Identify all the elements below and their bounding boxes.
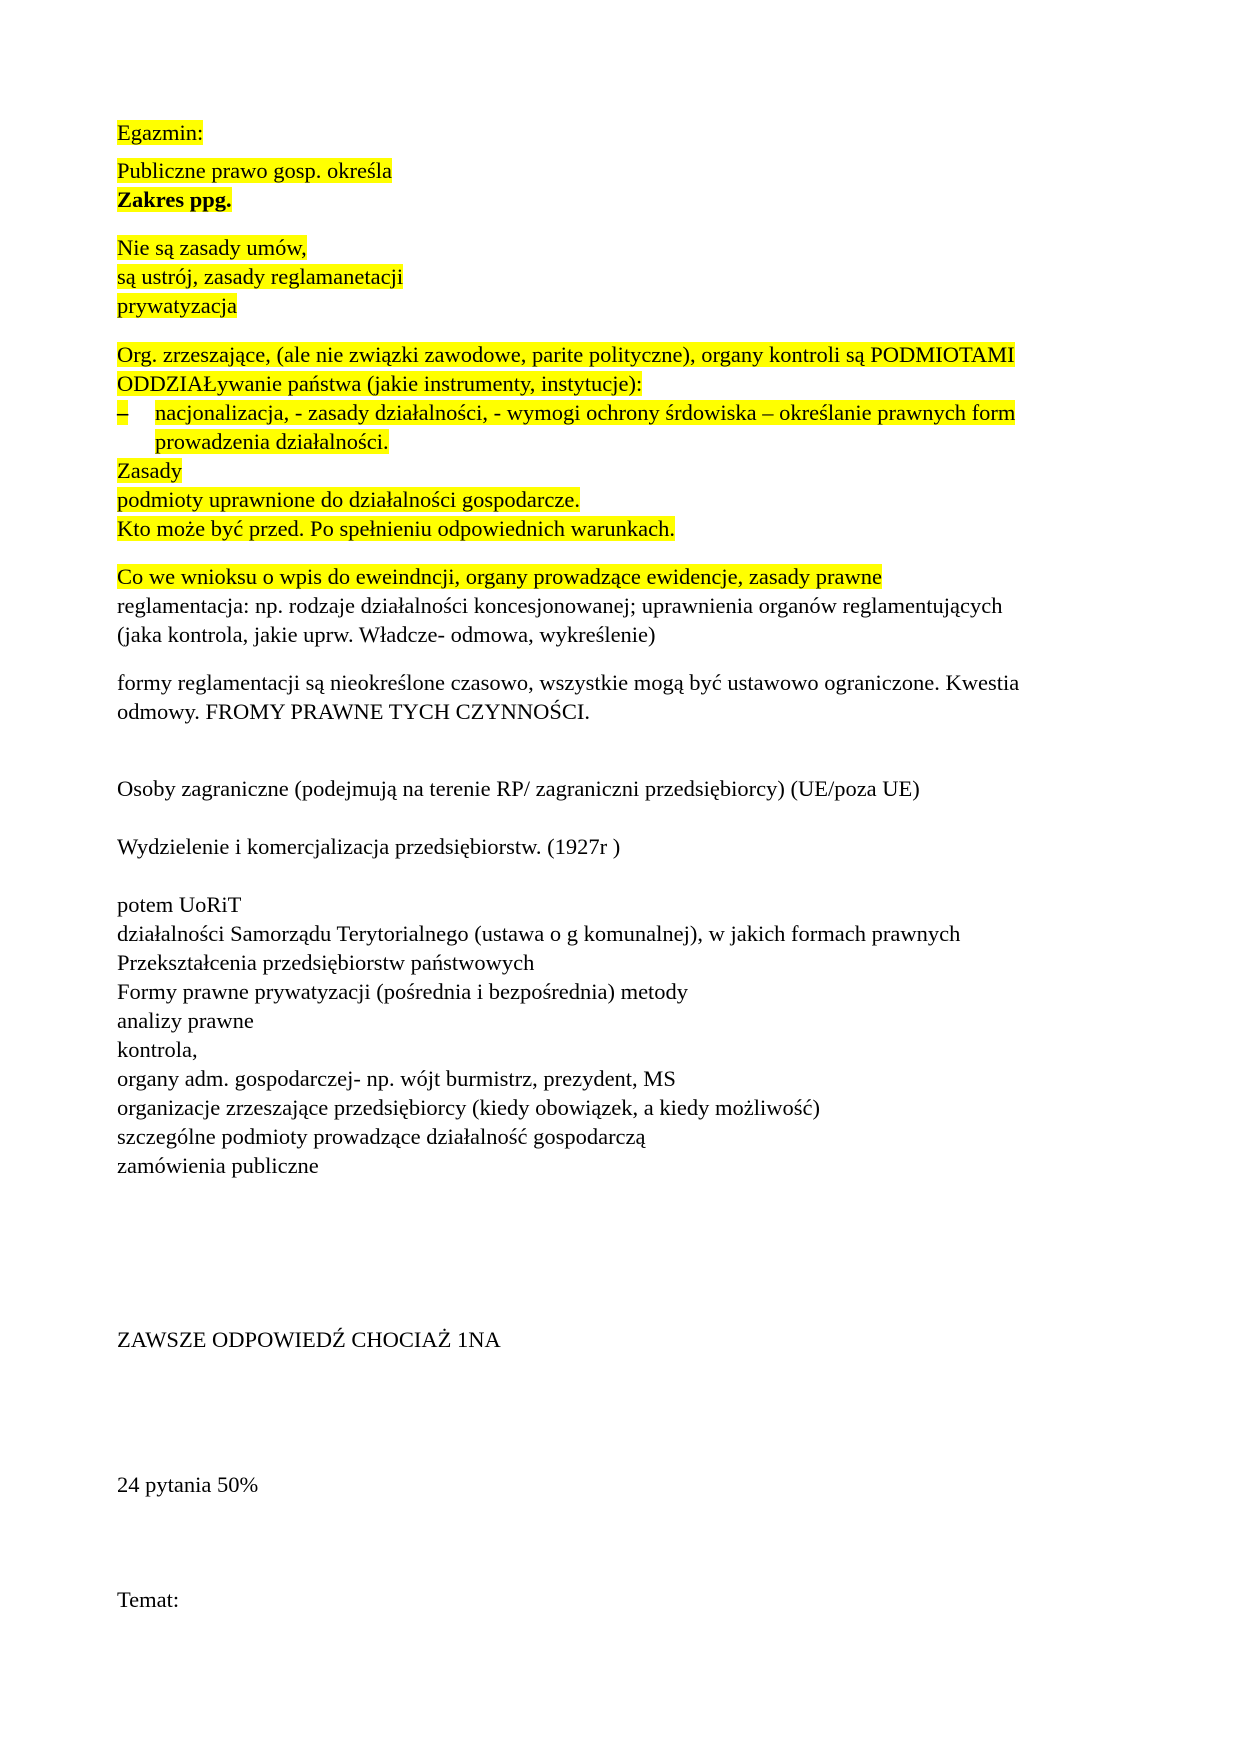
text-span: podmioty uprawnione do działalności gospodarcze. xyxy=(117,487,580,512)
text-span: Publiczne prawo gosp. określa xyxy=(117,158,392,183)
text-line: kontrola, xyxy=(117,1037,198,1062)
text-line xyxy=(117,340,1015,369)
text-line: odmowy. FROMY PRAWNE TYCH CZYNNOŚCI. xyxy=(117,699,591,724)
text-line: reglamentacja: np. rodzaje działalności koncesjonowanej; uprawnienia organów reglamentujących xyxy=(117,593,1003,618)
text-line xyxy=(117,514,675,543)
text-line: Formy prawne prywatyzacji (pośrednia i bezpośrednia) metody xyxy=(117,979,689,1004)
text-line xyxy=(117,456,182,485)
bullet-dash: – xyxy=(117,400,129,425)
text-line xyxy=(117,291,237,320)
list-item xyxy=(155,398,1015,427)
text-line xyxy=(117,233,307,262)
text-line: formy reglamentacji są nieokreślone czasowo, wszystkie mogą być ustawowo ograniczone. Kwestia xyxy=(117,670,1020,695)
text-span: Kto może być przed. Po spełnieniu odpowiednich warunkach. xyxy=(117,516,675,541)
text-span: są ustrój, zasady reglamanetacji xyxy=(117,264,404,289)
text-line: Egazmin: xyxy=(117,120,204,145)
text-span: Zasady xyxy=(117,458,182,483)
text-line xyxy=(117,156,392,185)
text-line: organizacje zrzeszające przedsiębiorcy (kiedy obowiązek, a kiedy możliwość) xyxy=(117,1095,820,1120)
text-line: szczególne podmioty prowadzące działalność gospodarczą xyxy=(117,1124,646,1149)
text-line: potem UoRiT xyxy=(117,892,242,917)
text-line: Osoby zagraniczne (podejmują na terenie RP/ zagraniczni przedsiębiorcy) (UE/poza UE) xyxy=(117,776,920,801)
text-span: prowadzenia działalności. xyxy=(155,429,389,454)
text-line xyxy=(117,562,882,591)
text-line xyxy=(117,262,403,291)
text-line: Temat: xyxy=(117,1587,180,1612)
text-line: analizy prawne xyxy=(117,1008,254,1033)
text-span: Org. zrzeszające, (ale nie związki zawodowe, parite polityczne), organy kontroli są PODMIOTAMI xyxy=(117,342,1015,367)
text-line xyxy=(117,185,232,214)
heading-exam xyxy=(117,118,203,147)
text-span: prywatyzacja xyxy=(117,293,237,318)
text-line xyxy=(117,369,642,398)
text-line xyxy=(117,485,580,514)
text-line: Przekształcenia przedsiębiorstw państwowych xyxy=(117,950,535,975)
text-line: (jaka kontrola, jakie uprw. Władcze- odmowa, wykreślenie) xyxy=(117,622,656,647)
text-span: Co we wnioksu o wpis do eweindncji, organy prowadzące ewidencje, zasady prawne xyxy=(117,564,882,589)
text-line: organy adm. gospodarczej- np. wójt burmistrz, prezydent, MS xyxy=(117,1066,676,1091)
text-line: 24 pytania 50% xyxy=(117,1472,259,1497)
text-line: Wydzielenie i komercjalizacja przedsiębiorstw. (1927r ) xyxy=(117,834,621,859)
text-span: ODDZIAŁywanie państwa (jakie instrumenty, instytucje): xyxy=(117,371,643,396)
text-span: nacjonalizacja, - zasady działalności, - wymogi ochrony śrdowiska – określanie prawnych form xyxy=(155,400,1016,425)
text-line: ZAWSZE ODPOWIEDŹ CHOCIAŻ 1NA xyxy=(117,1327,501,1352)
text-line: zamówienia publiczne xyxy=(117,1153,319,1178)
text-line: działalności Samorządu Terytorialnego (ustawa o g komunalnej), w jakich formach prawnych xyxy=(117,921,961,946)
list-bullet xyxy=(117,398,128,427)
text-span: Zakres ppg. xyxy=(117,187,232,212)
text-span: Nie są zasady umów, xyxy=(117,235,307,260)
list-item-continuation xyxy=(155,427,389,456)
